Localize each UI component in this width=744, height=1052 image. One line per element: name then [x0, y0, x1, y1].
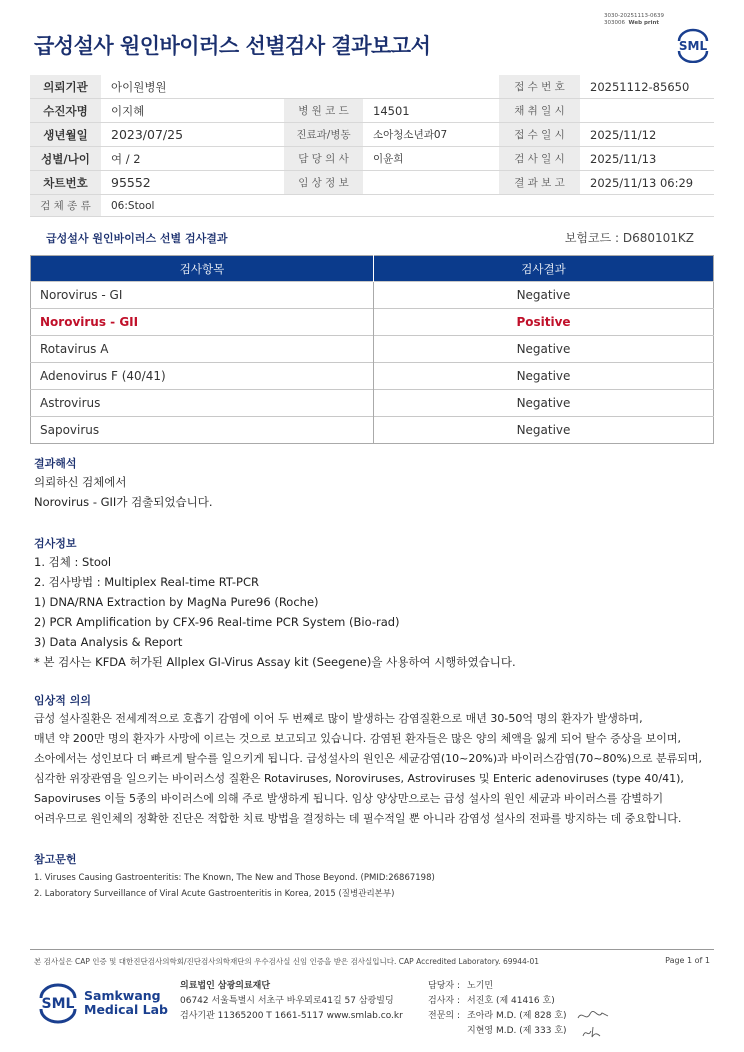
label-sex-age: 성별/나이: [30, 147, 101, 171]
specimen-type: 06:Stool: [101, 195, 714, 217]
test-item: Norovirus - GI: [31, 282, 374, 309]
sml-logo-icon: [673, 27, 713, 63]
test-result: Negative: [374, 390, 714, 417]
department: 소아청소년과07: [363, 123, 499, 147]
sex-age: 여 / 2: [101, 147, 284, 171]
label-report-date: 결 과 보 고: [499, 171, 580, 195]
test-result: Negative: [374, 417, 714, 444]
report-title: 급성설사 원인바이러스 선별검사 결과보고서: [34, 34, 431, 58]
clinical-info: [363, 171, 499, 195]
footer-logo-text: SML: [41, 996, 75, 1012]
test-item: Adenovirus F (40/41): [31, 363, 374, 390]
table-row: [31, 417, 714, 444]
sml-footer-logo-icon: [36, 981, 80, 1025]
results-section-title: 급성설사 원인바이러스 선별 검사결과: [46, 232, 228, 245]
clinical-text: 급성 설사질환은 전세계적으로 호흡기 감염에 이어 두 번째로 많이 발생하는 감염질환으로 매년 30-50억 명의 환자가 발생하며, 매년 약 200만 명의 환자가 사망에 이르는 것으로 보고되고 있습니다. 감염된 환자들은 많은 양의 체액을 잃게 되어 탈수 증상을 보이며, 소아에서는 성인보다 더 빠르게 탈수를 일으키게 됩니다. 급성설사의 원인은 세균감염(10~20%)과 바이러스감염(70~80%)으로 분류되며, 심각한 위장관염을 일으키는 바이러스성 질환은 Rotaviruses, Noroviruses, Astroviruses 및 Enteric adenoviruses (type 40/41), Sapoviruses 이들 5종의 바이러스에 의해 주로 발생하게 됩니다. 임상 양상만으로는 급성 설사의 원인 세균과 바이러스를 감별하기 어려우므로 원인체의 정확한 진단은 적합한 치료 방법을 결정하는 데 필수적일 뿐 아니라 감염성 설사의 전파를 방지하는 데 중요합니다.: [34, 712, 702, 825]
test-result: Negative: [374, 363, 714, 390]
patient-name: 이지혜: [101, 99, 284, 123]
label-test-date: 검 사 일 시: [499, 147, 580, 171]
label-collection-date: 채 취 일 시: [499, 99, 580, 123]
results-table: [30, 255, 714, 444]
test-info-text: 1. 검체 : Stool 2. 검사방법 : Multiplex Real-time RT-PCR 1) DNA/RNA Extraction by MagNa Pure96 (Roche) 2) PCR Amplification by CFX-96 Real-time PCR System (Bio-rad) 3) Data Analysis & Report * 본 검사는 KFDA 허가된 Allplex GI-Virus Assay kit (Seegene)을 사용하여 시행하였습니다.: [34, 555, 516, 669]
patient-info-table: [30, 75, 714, 217]
hospital-code: 14501: [363, 99, 499, 123]
accreditation-note: 본 검사실은 CAP 인증 및 대한진단검사의학회/진단검사의학재단의 우수검사실 신임 인증을 받은 검사실입니다. CAP Accredited Laboratory. 69944-01: [34, 957, 540, 966]
signature-2-icon: [580, 1024, 604, 1044]
test-info-heading: 검사정보: [34, 537, 77, 550]
test-result: Negative: [374, 336, 714, 363]
table-row: [31, 336, 714, 363]
staff-list: 담당자 : 노기민 검사자 : 서진호 (제 41416 호) 전문의 : 조아라 M.D. (제 828 호) 지현영 M.D. (제 333 호): [428, 981, 567, 1036]
interpretation-heading: 결과해석: [34, 457, 77, 470]
column-header-result: 검사결과: [374, 256, 714, 282]
report-date: 2025/11/13 06:29: [580, 171, 714, 195]
page-number: Page 1 of 1: [665, 956, 710, 965]
label-requesting-institution: 의뢰기관: [30, 75, 101, 99]
receipt-number: 20251112-85650: [580, 75, 714, 99]
label-patient-name: 수진자명: [30, 99, 101, 123]
label-clinical-info: 임 상 정 보: [284, 171, 363, 195]
label-chart-number: 차트번호: [30, 171, 101, 195]
insurance-code: 보험코드 : D680101KZ: [564, 231, 694, 245]
brand-name: Samkwang Medical Lab: [84, 988, 168, 1017]
label-department: 진료과/병동: [284, 123, 363, 147]
interpretation-text: 의뢰하신 검체에서 Norovirus - GII가 검출되었습니다.: [34, 475, 213, 509]
logo-text: SML: [678, 39, 708, 53]
clinical-heading: 임상적 의의: [34, 694, 91, 707]
table-row: [31, 390, 714, 417]
collection-date: [580, 99, 714, 123]
test-item: Astrovirus: [31, 390, 374, 417]
receipt-date: 2025/11/12: [580, 123, 714, 147]
test-result: Positive: [374, 309, 714, 336]
label-specimen-type: 검 체 종 류: [30, 195, 101, 217]
references-heading: 참고문헌: [34, 853, 77, 866]
references-list: 1. Viruses Causing Gastroenteritis: The Known, The New and Those Beyond. (PMID:26867198) 2. Laboratory Surveillance of Viral Acute Gastroenteritis in Korea, 2015 (질병관리본부): [34, 873, 435, 899]
test-result: Negative: [374, 282, 714, 309]
table-row: [31, 363, 714, 390]
organization-info: 의료법인 삼광의료재단 06742 서울특별시 서초구 바우뫼로41길 57 삼광빌딩 검사기관 11365200 T 1661-5117 www.smlab.co.kr: [180, 981, 403, 1021]
test-item: Sapovirus: [31, 417, 374, 444]
label-receipt-number: 접 수 번 호: [499, 75, 580, 99]
table-row: [31, 282, 714, 309]
footer-divider: [30, 949, 714, 950]
chart-number: 95552: [101, 171, 284, 195]
test-date: 2025/11/13: [580, 147, 714, 171]
physician: 이윤희: [363, 147, 499, 171]
requesting-institution: 아이원병원: [101, 75, 499, 99]
label-receipt-date: 접 수 일 시: [499, 123, 580, 147]
label-physician: 담 당 의 사: [284, 147, 363, 171]
label-birth-date: 생년월일: [30, 123, 101, 147]
document-id: 3030-20251113-0639 303006 Web print: [604, 13, 664, 26]
label-hospital-code: 병 원 코 드: [284, 99, 363, 123]
test-item: Norovirus - GII: [31, 309, 374, 336]
table-row-positive: [31, 309, 714, 336]
birth-date: 2023/07/25: [101, 123, 284, 147]
column-header-item: 검사항목: [31, 256, 374, 282]
test-item: Rotavirus A: [31, 336, 374, 363]
